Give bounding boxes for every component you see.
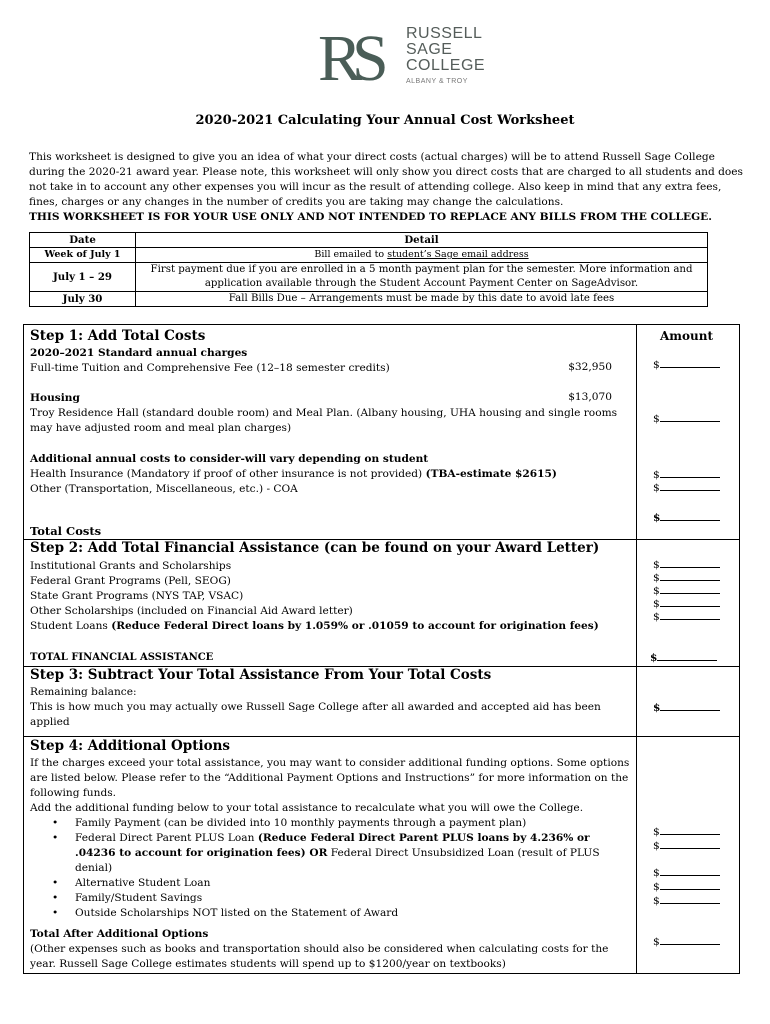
remaining-balance-label: Remaining balance:	[30, 686, 137, 698]
health-insurance-blank[interactable]: $	[653, 468, 720, 482]
list-item: Federal Grant Programs (Pell, SEOG)	[30, 575, 231, 587]
tuition-label: Full-time Tuition and Comprehensive Fee (12–18 semester credits)	[30, 362, 390, 374]
dates-table	[29, 232, 708, 307]
email-link[interactable]: student’s Sage email address	[387, 249, 529, 260]
detail-cell: First payment due if you are enrolled in a 5 month payment plan for the semester. More information and application available through the Student Account Payment Center on SageAdvisor.	[136, 263, 708, 292]
logo-monogram: RS	[318, 22, 379, 95]
step4-add-line: Add the additional funding below to your total assistance to recalculate what you will owe the College.	[30, 802, 584, 814]
step1-heading: Step 1: Add Total Costs	[30, 328, 206, 344]
remaining-balance-description: This is how much you may actually owe Russell Sage College after all awarded and accepted aid has been applied	[30, 701, 601, 728]
step1-subheading: 2020–2021 Standard annual charges	[30, 347, 248, 359]
total-costs-blank[interactable]: $	[653, 511, 720, 525]
student-loans-blank[interactable]: $	[653, 610, 720, 624]
parent-plus-blank[interactable]: $	[653, 839, 720, 853]
page-title: 2020-2021 Calculating Your Annual Cost Worksheet	[195, 113, 575, 128]
remaining-balance-blank[interactable]: $	[653, 701, 720, 715]
additional-options-list	[30, 816, 630, 921]
other-costs-label: Other (Transportation, Miscellaneous, etc.) - COA	[30, 483, 298, 495]
family-payment-blank[interactable]: $	[653, 825, 720, 839]
step4-paragraph: If the charges exceed your total assistance, you may want to consider additional funding options. Some options are listed below. Please refer to the “Additional Payment Options and Instructions” for more information on the following funds.	[30, 757, 630, 799]
step1-blank[interactable]: $	[653, 358, 720, 372]
step2-heading: Step 2: Add Total Financial Assistance (can be found on your Award Letter)	[30, 540, 600, 556]
detail-cell: Fall Bills Due – Arrangements must be made by this date to avoid late fees	[136, 292, 708, 307]
intro-disclaimer: THIS WORKSHEET IS FOR YOUR USE ONLY AND NOT INTENDED TO REPLACE ANY BILLS FROM THE COLLEGE.	[29, 211, 712, 223]
college-logo	[318, 24, 498, 96]
housing-blank[interactable]: $	[653, 412, 720, 426]
list-item: Institutional Grants and Scholarships	[30, 560, 232, 572]
housing-label: Housing	[30, 392, 80, 404]
other-costs-blank[interactable]: $	[653, 481, 720, 495]
table-row	[30, 248, 708, 263]
dates-header-date: Date	[30, 233, 136, 248]
intro-text: This worksheet is designed to give you an idea of what your direct costs (actual charges) will be to attend Russell Sage College during the 2020-21 award year. Please note, this worksheet will only show you direct costs that are charged to all students and does not take in to account any other expenses you will incur as the result of attending college. Also keep in mind that any extra fees, fines, charges or any changes in the number of credits you are taking may change the calculations.	[29, 151, 743, 208]
tuition-value: $32,950	[568, 361, 612, 373]
intro-paragraph	[29, 150, 744, 225]
dates-header-detail: Detail	[136, 233, 708, 248]
total-after-options-blank[interactable]: $	[653, 935, 720, 949]
total-financial-assistance-label: TOTAL FINANCIAL ASSISTANCE	[30, 652, 214, 663]
textbooks-note: (Other expenses such as books and transportation should also be considered when calculating costs for the year. Russell Sage College estimates students will spend up to $1200/year on textbooks)	[30, 943, 609, 970]
table-row	[30, 292, 708, 307]
logo-wordmark: RUSSELL SAGE COLLEGE	[406, 25, 486, 74]
list-item: • Family Payment (can be divided into 10 monthly payments through a payment plan)	[30, 816, 630, 831]
amount-header: Amount	[660, 329, 714, 343]
total-costs-label: Total Costs	[30, 524, 102, 538]
date-cell: July 1 – 29	[30, 263, 136, 292]
list-item: • Outside Scholarships NOT listed on the Statement of Award	[30, 906, 630, 921]
list-item: State Grant Programs (NYS TAP, VSAC)	[30, 590, 244, 602]
worksheet	[23, 324, 740, 974]
total-after-options-label: Total After Additional Options	[30, 928, 209, 940]
additional-costs-heading: Additional annual costs to consider-will vary depending on student	[30, 453, 429, 465]
housing-value: $13,070	[568, 391, 612, 403]
state-grants-blank[interactable]: $	[653, 584, 720, 598]
list-item: • Alternative Student Loan	[30, 876, 630, 891]
list-item: Other Scholarships (included on Financial Aid Award letter)	[30, 605, 353, 617]
date-cell: July 30	[30, 292, 136, 307]
institutional-grants-blank[interactable]: $	[653, 558, 720, 572]
step4-heading: Step 4: Additional Options	[30, 738, 231, 754]
date-cell: Week of July 1	[30, 248, 136, 263]
total-financial-assistance-blank[interactable]: $	[650, 651, 717, 665]
list-item: • Family/Student Savings	[30, 891, 630, 906]
federal-grants-blank[interactable]: $	[653, 571, 720, 585]
list-item: • Federal Direct Parent PLUS Loan (Reduce Federal Direct Parent PLUS loans by 4.236% or .04236 to account for origination fees) OR Federal Direct Unsubsidized Loan (result of PLUS denial)	[30, 831, 630, 876]
alternative-loan-blank[interactable]: $	[653, 866, 720, 880]
logo-subtitle: ALBANY & TROY	[406, 78, 468, 85]
other-scholarships-blank[interactable]: $	[653, 597, 720, 611]
table-row	[30, 263, 708, 292]
student-loans-label: Student Loans (Reduce Federal Direct loans by 1.059% or .01059 to account for origination fees)	[30, 620, 599, 632]
detail-cell: Bill emailed to student’s Sage email address	[136, 248, 708, 263]
savings-blank[interactable]: $	[653, 880, 720, 894]
housing-description: Troy Residence Hall (standard double room) and Meal Plan. (Albany housing, UHA housing and single rooms may have adjusted room and meal plan charges)	[30, 407, 618, 434]
step3-heading: Step 3: Subtract Your Total Assistance From Your Total Costs	[30, 667, 492, 683]
health-insurance-label: Health Insurance (Mandatory if proof of other insurance is not provided) (TBA-estimate $2615)	[30, 468, 557, 480]
column-divider	[636, 325, 637, 973]
outside-scholarships-blank[interactable]: $	[653, 894, 720, 908]
